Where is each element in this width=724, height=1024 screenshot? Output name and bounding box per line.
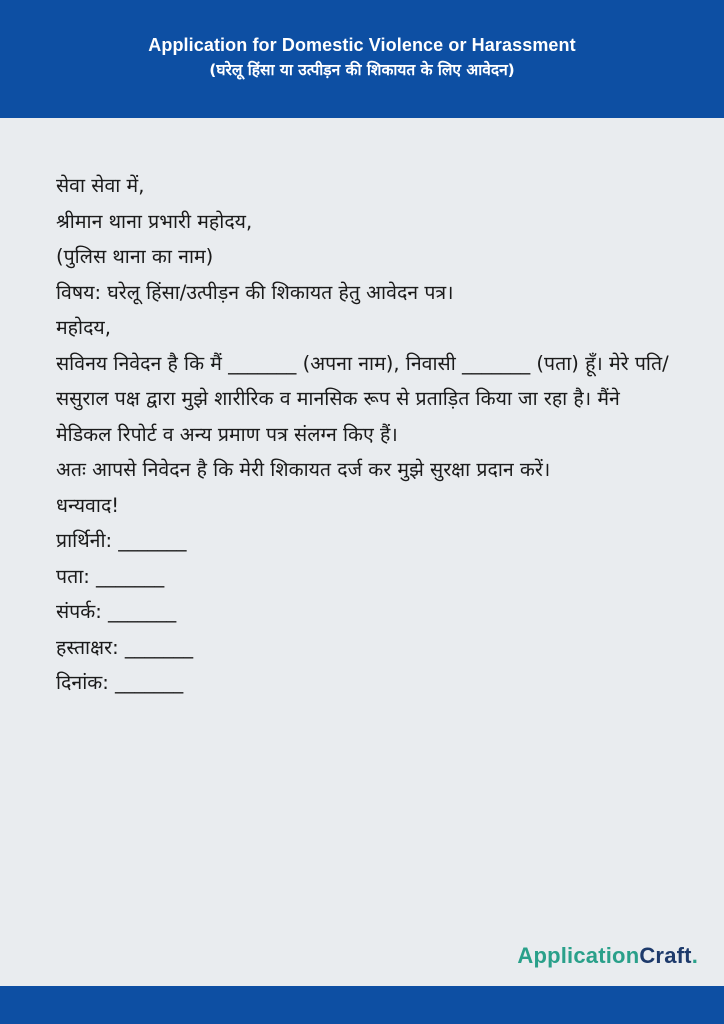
request-paragraph: अतः आपसे निवेदन है कि मेरी शिकायत दर्ज कर मुझे सुरक्षा प्रदान करें। — [56, 458, 551, 481]
brand-logo — [517, 942, 698, 970]
recipient: श्रीमान थाना प्रभारी महोदय, — [56, 209, 253, 233]
subject-line: विषय: घरेलू हिंसा/उत्पीड़न की शिकायत हेतु आवेदन पत्र। — [56, 280, 454, 304]
title-hindi: (घरेलू हिंसा या उत्पीड़न की शिकायत के लिए आवेदन) — [209, 61, 515, 79]
address-field: पता: _______ — [56, 564, 165, 588]
thanks: धन्यवाद! — [56, 493, 120, 517]
police-station: (पुलिस थाना का नाम) — [56, 245, 214, 268]
page-header — [0, 0, 724, 118]
body-paragraph: सविनय निवेदन है कि मैं _______ (अपना नाम), निवासी _______ (पता) हूँ। मेरे पति/ससुराल पक्ष द्वारा मुझे शारीरिक व मानसिक रूप से प्रताड़ित किया जा रहा है। मैंने मेडिकल रिपोर्ट व अन्य प्रमाण पत्र संलग्न किए हैं। — [56, 351, 669, 446]
title-english: Application for Domestic Violence or Harassment — [148, 35, 576, 55]
signature-field: हस्ताक्षर: _______ — [56, 635, 194, 659]
applicant-field: प्रार्थिनी: _______ — [56, 529, 187, 552]
brand-part-application: Application — [517, 943, 640, 968]
brand-dot: . — [691, 943, 698, 968]
contact-field: संपर्क: _______ — [56, 600, 177, 623]
salutation-to: सेवा सेवा में, — [56, 174, 145, 197]
brand-part-craft: Craft — [639, 943, 692, 968]
letter-body — [56, 168, 676, 701]
date-field: दिनांक: _______ — [56, 671, 184, 694]
greeting: महोदय, — [56, 316, 111, 339]
page-footer — [0, 986, 724, 1024]
